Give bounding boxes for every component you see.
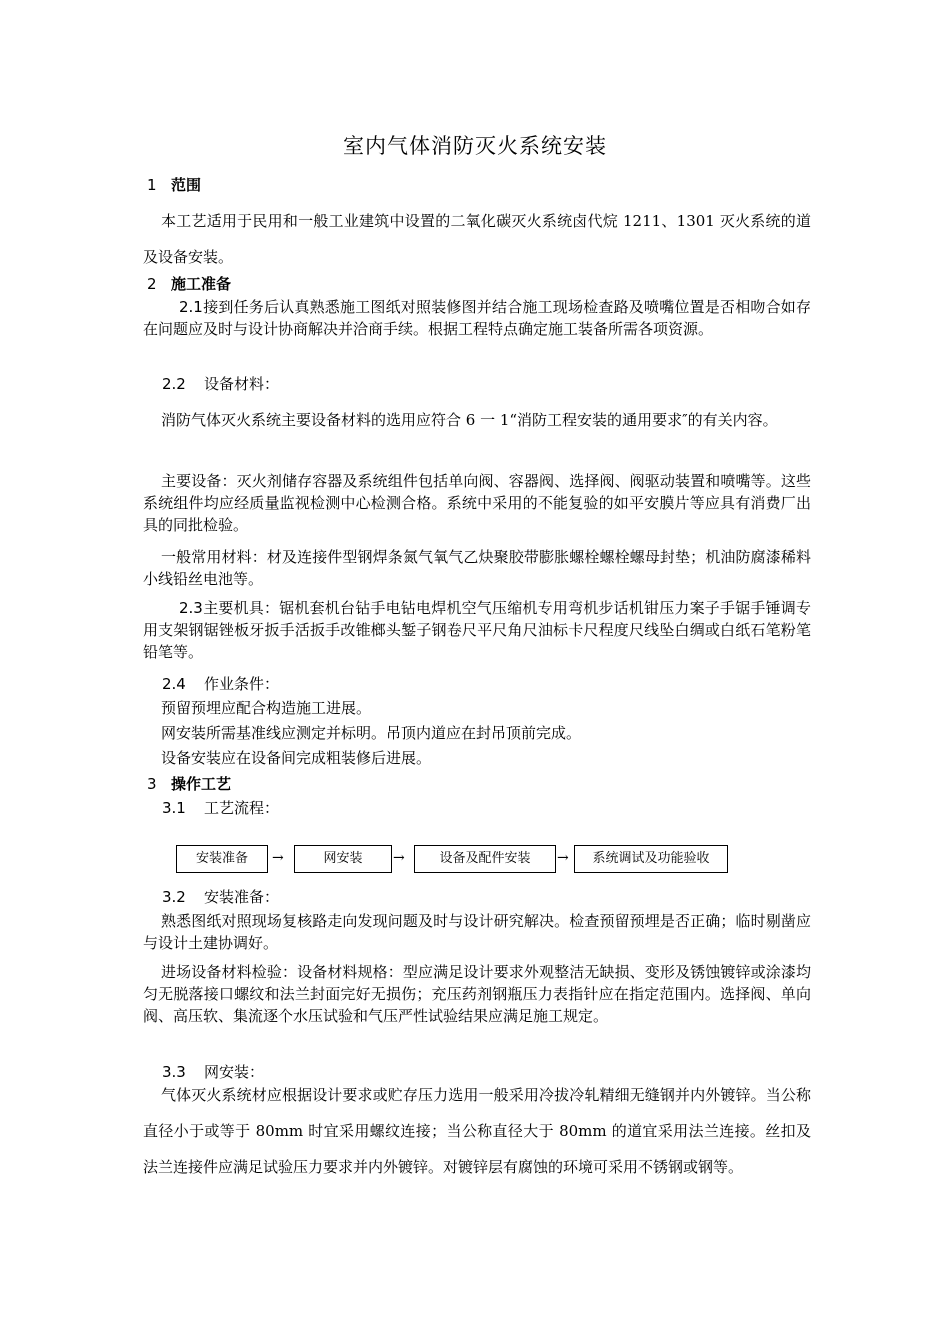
subsection-title: 安装准备： xyxy=(204,888,280,906)
flow-arrow-icon: → xyxy=(557,850,569,866)
subsection-title: 网安装： xyxy=(204,1063,265,1081)
paragraph: 本工艺适用于民用和一般工业建筑中设置的二氧化碳灭火系统卤代烷 1211、1301 灭火系统的道及设备安装。 xyxy=(143,212,811,266)
paragraph: 主要设备：灭火剂储存容器及系统组件包括单向阀、容器阀、选择阀、阀驱动装置和喷嘴等。这些系统组件均应经质量监视检测中心检测合格。系统中采用的不能复验的如平安膜片等应具有消费厂出具的同批检验。 xyxy=(143,472,811,534)
subsection-title: 作业条件： xyxy=(204,675,280,693)
subsection-text: 主要机具：锯机套机台钻手电钻电焊机空气压缩机专用弯机步话机钳压力案子手锯手锤调专用支架钢锯锉板牙扳手活扳手改锥榔头錾子钢卷尺平尺角尺油标卡尺程度尺线坠白绸或白纸石笔粉笔铅笔等。 xyxy=(143,599,811,661)
section-2-heading xyxy=(147,273,231,294)
subsection-title: 设备材料： xyxy=(204,375,280,393)
section-title: 施工准备 xyxy=(171,275,232,293)
flow-arrow-icon: → xyxy=(393,850,405,866)
section-3-heading xyxy=(147,773,231,794)
section-number: 2 xyxy=(147,275,157,293)
subsection-3-2-heading xyxy=(162,886,279,907)
section-title: 操作工艺 xyxy=(171,775,232,793)
subsection-number: 2.2 xyxy=(162,375,186,393)
flow-step-2: 网安装 xyxy=(294,845,392,873)
subsection-2-2-heading xyxy=(162,373,279,394)
section-1-heading xyxy=(147,174,201,195)
subsection-number: 2.4 xyxy=(162,675,186,693)
subsection-number: 3.1 xyxy=(162,799,186,817)
paragraph: 熟悉图纸对照现场复核路走向发现问题及时与设计研究解决。检查预留预埋是否正确；临时剔凿应与设计土建协调好。 xyxy=(143,912,811,952)
subsection-title: 工艺流程： xyxy=(204,799,280,817)
paragraph: 设备安装应在设备间完成粗装修后进展。 xyxy=(161,749,432,767)
flow-step-1: 安装准备 xyxy=(176,845,268,873)
subsection-2-4-heading xyxy=(162,673,279,694)
subsection-3-1-heading xyxy=(162,797,279,818)
subsection-number: 2.1 xyxy=(179,298,203,316)
section-number: 3 xyxy=(147,775,157,793)
paragraph: 气体灭火系统材应根据设计要求或贮存压力选用一般采用冷拔冷轧精细无缝钢并内外镀锌。当公称直径小于或等于 80mm 时宜采用螺纹连接；当公称直径大于 80mm 的道宜采用法兰连接。丝扣及法兰连接件应满足试验压力要求并内外镀锌。对镀锌层有腐蚀的环境可采用不锈钢或钢等。 xyxy=(143,1086,811,1176)
subsection-number: 3.3 xyxy=(162,1063,186,1081)
document-title: 室内气体消防灭火系统安装 xyxy=(343,134,607,158)
paragraph: 网安装所需基准线应测定并标明。吊顶内道应在封吊顶前完成。 xyxy=(161,724,582,742)
paragraph: 进场设备材料检验：设备材料规格：型应满足设计要求外观整洁无缺损、变形及锈蚀镀锌或涂漆均匀无脱落接口螺纹和法兰封面完好无损伤；充压药剂钢瓶压力表指针应在指定范围内。选择阀、单向阀、高压软、集流逐个水压试验和气压严性试验结果应满足施工规定。 xyxy=(143,963,811,1025)
paragraph: 预留预埋应配合构造施工进展。 xyxy=(161,699,372,717)
paragraph: 一般常用材料：材及连接件型钢焊条氮气氧气乙炔聚胶带膨胀螺栓螺栓螺母封垫；机油防腐漆稀料小线铅丝电池等。 xyxy=(143,548,811,588)
flow-step-3: 设备及配件安装 xyxy=(414,845,556,873)
paragraph: 消防气体灭火系统主要设备材料的选用应符合 6 一 1“消防工程安装的通用要求″的有关内容。 xyxy=(161,411,778,429)
flow-arrow-icon: → xyxy=(272,850,284,866)
paragraph-2-1 xyxy=(143,296,811,340)
paragraph-2-3 xyxy=(143,597,811,663)
subsection-text: 接到任务后认真熟悉施工图纸对照装修图并结合施工现场检查路及喷嘴位置是否相吻合如存在问题应及时与设计协商解决并洽商手续。根据工程特点确定施工装备所需各项资源。 xyxy=(143,298,811,338)
subsection-number: 3.2 xyxy=(162,888,186,906)
section-number: 1 xyxy=(147,176,157,194)
section-title: 范围 xyxy=(171,176,202,194)
flow-step-4: 系统调试及功能验收 xyxy=(574,845,728,873)
subsection-number: 2.3 xyxy=(179,599,203,617)
